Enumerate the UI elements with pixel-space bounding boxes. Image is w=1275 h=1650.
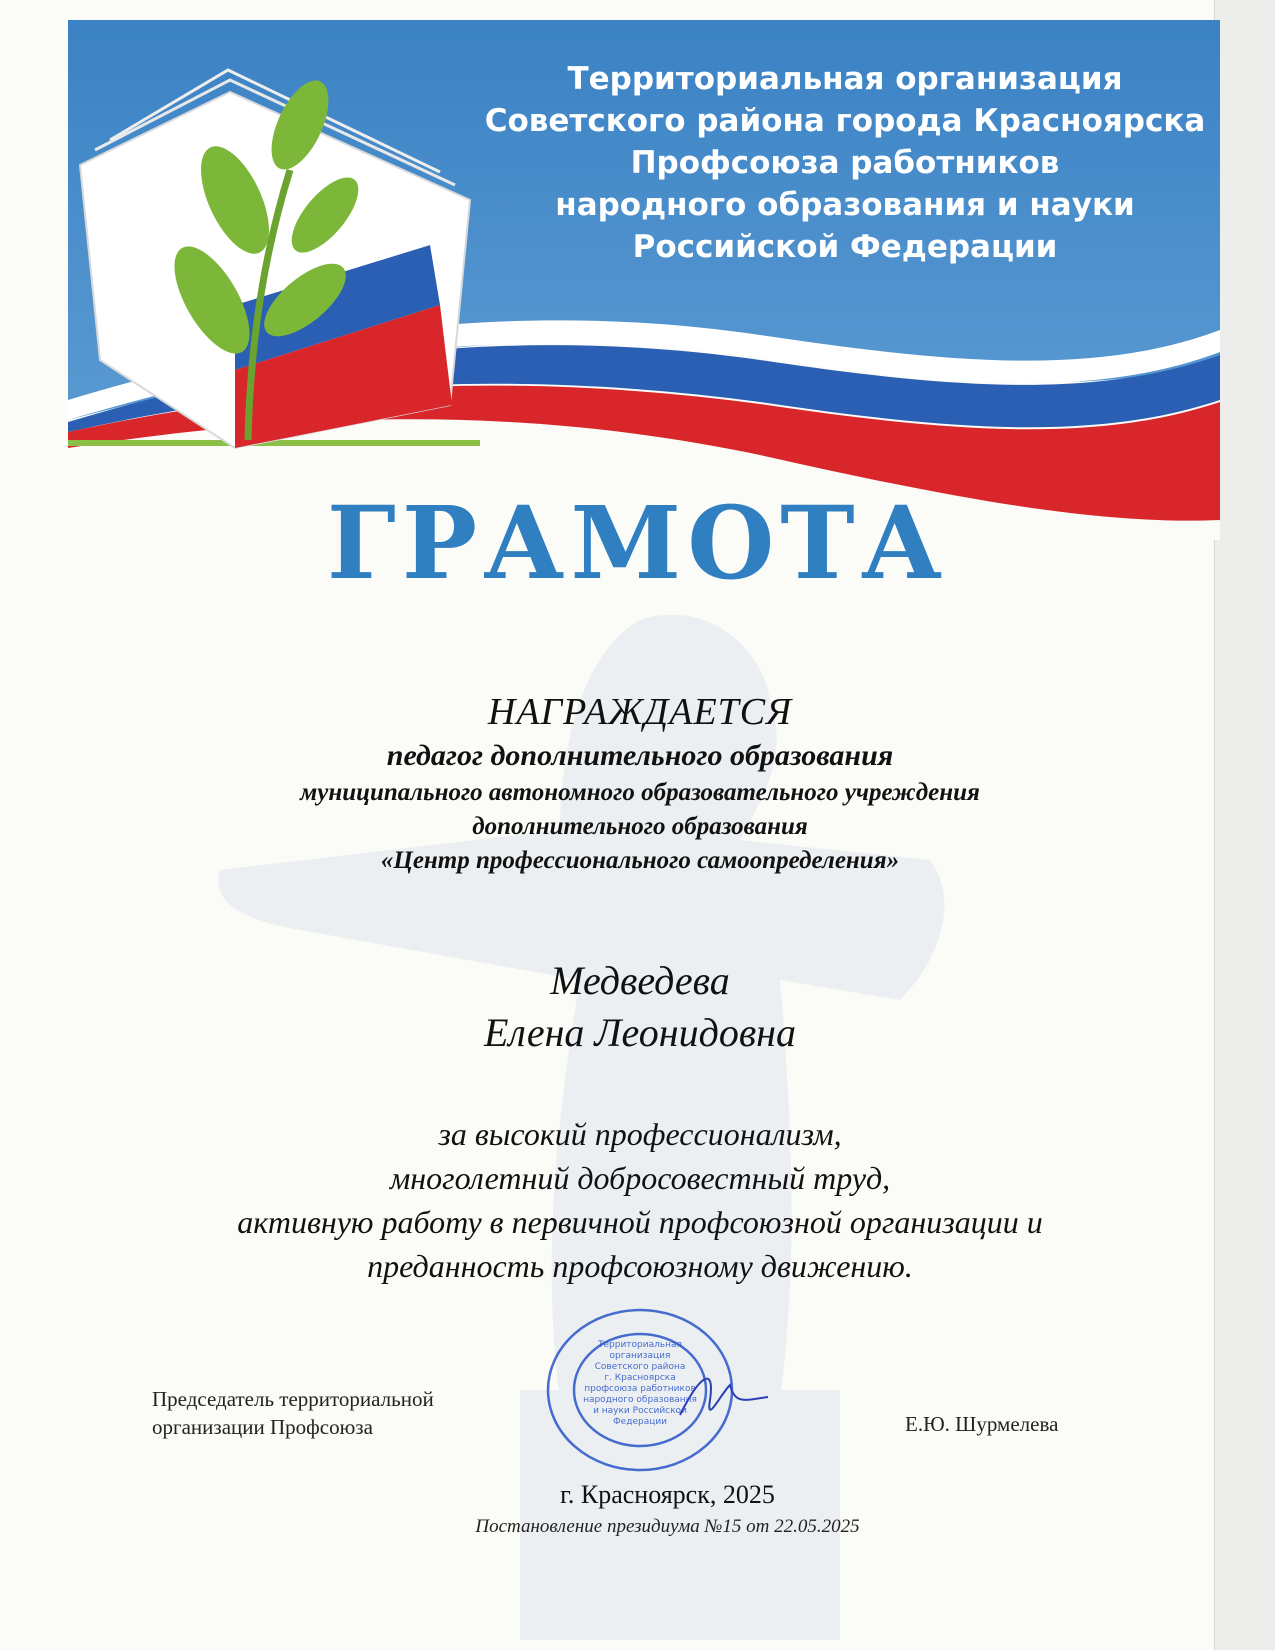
signer-role [152, 1385, 572, 1441]
recipient-given-names: Елена Леонидовна [483, 1010, 797, 1055]
svg-text:и науки Российской: и науки Российской [593, 1406, 687, 1416]
reason-line: преданность профсоюзному движению. [367, 1248, 913, 1284]
svg-text:Территориальная: Территориальная [597, 1340, 683, 1350]
organization-name [445, 58, 1245, 268]
svg-text:организация: организация [609, 1351, 671, 1361]
org-line: Российской Федерации [632, 229, 1058, 265]
reason-line: активную работу в первичной профсоюзной организации и [237, 1204, 1043, 1240]
recipient-name [150, 955, 1130, 1059]
award-intro [150, 688, 1130, 878]
decree-reference: Постановление президиума №15 от 22.05.2025 [475, 1516, 860, 1537]
recipient-surname: Медведева [550, 958, 730, 1003]
awarded-heading: НАГРАЖДАЕТСЯ [487, 691, 793, 733]
svg-text:Федерации: Федерации [612, 1417, 668, 1427]
award-reason [150, 1112, 1130, 1288]
certificate-title: ГРАМОТА [326, 484, 949, 602]
reason-line: многолетний добросовестный труд, [389, 1160, 891, 1196]
signer-role-line: Председатель территориальной [152, 1387, 434, 1411]
signer-role-line: организации Профсоюза [152, 1415, 373, 1439]
org-line: Профсоюза работников [630, 145, 1060, 181]
svg-text:Советского района: Советского района [594, 1362, 686, 1372]
city-year: г. Красноярск, 2025 [560, 1480, 775, 1509]
signer-name: Е.Ю. Шурмелева [905, 1412, 1059, 1436]
svg-text:народного образования: народного образования [583, 1395, 697, 1405]
org-line: Советского района города Красноярска [484, 103, 1206, 139]
org-line: Территориальная организация [567, 61, 1123, 97]
position-line: «Центр профессионального самоопределения» [380, 847, 900, 874]
org-line: народного образования и науки [555, 187, 1135, 223]
position-line: дополнительного образования [472, 813, 808, 840]
position-line: педагог дополнительного образования [386, 739, 894, 772]
official-stamp [530, 1305, 770, 1480]
reason-line: за высокий профессионализм, [438, 1116, 842, 1152]
svg-text:г. Красноярска: г. Красноярска [604, 1373, 676, 1383]
svg-text:профсоюза работников: профсоюза работников [584, 1384, 696, 1394]
position-line: муниципального автономного образовательного учреждения [300, 779, 980, 806]
